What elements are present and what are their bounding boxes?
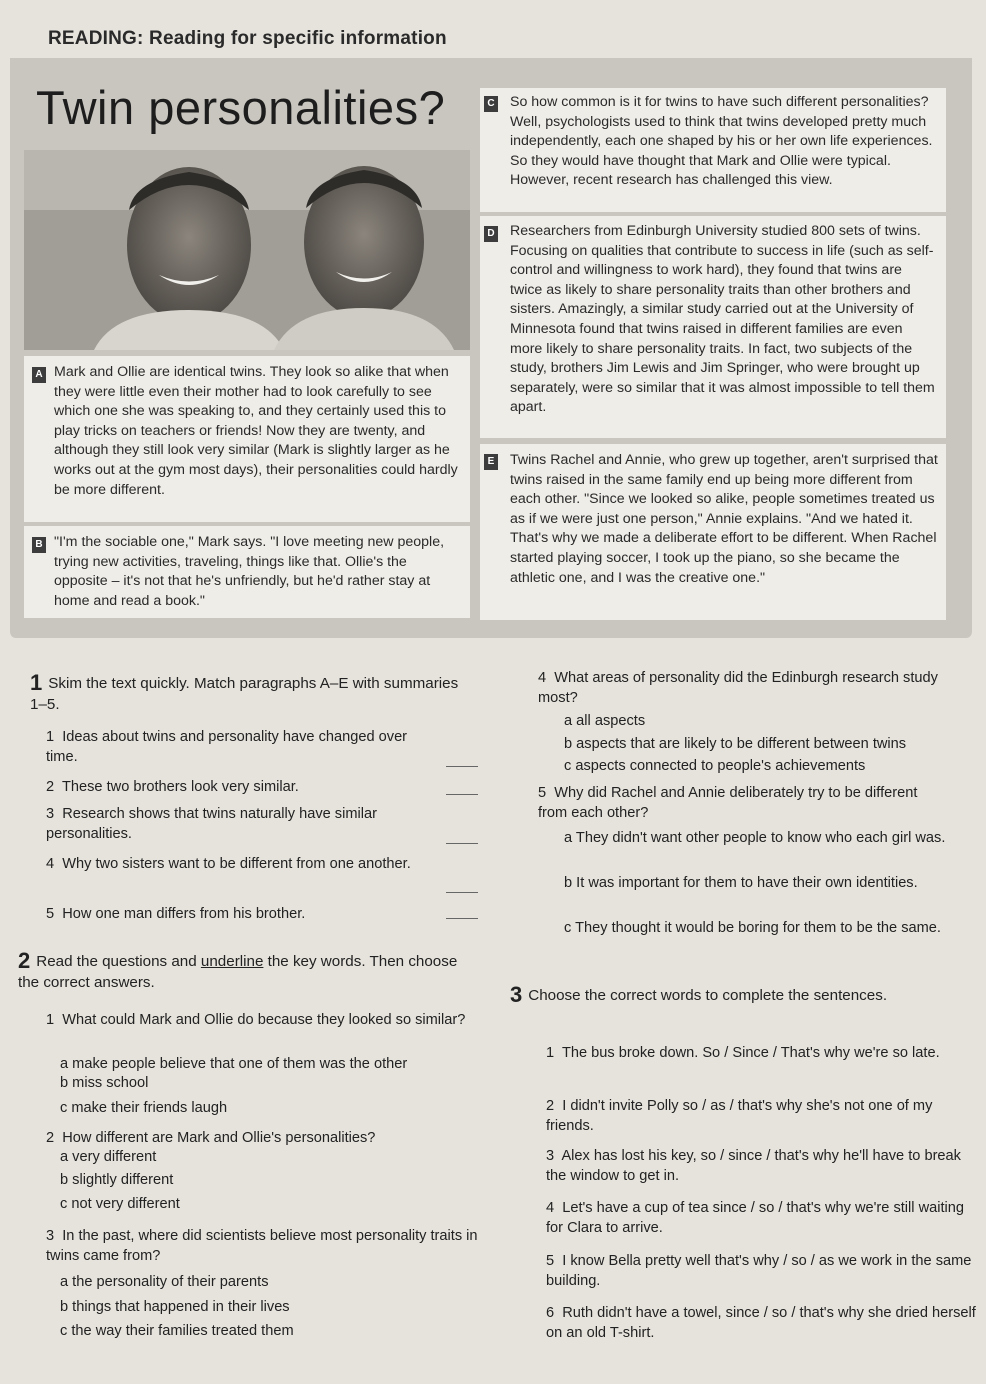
ex3-item-6[interactable]: 6 Ruth didn't have a towel, since / so / that's why she dried herself on an old T-shirt.	[546, 1305, 976, 1341]
paragraph-c-badge: C	[484, 96, 498, 112]
ex2-question-2: 2 How different are Mark and Ollie's personalities?	[46, 1130, 376, 1146]
ex2-q3-option-c[interactable]: c the way their families treated them	[60, 1323, 294, 1339]
ex1-blank-3[interactable]	[446, 843, 478, 844]
paragraph-e-text: Twins Rachel and Annie, who grew up together, aren't surprised that twins raised in the same family end up being more different from each other. "Since we looked so alike, people sometimes treated us as if we were just one person," Annie explains. "And we hated it. That's why we made a deliberate effort to be different. When Rachel started playing soccer, I took up the piano, so she became the athletic one, and I was the creative one."	[510, 452, 938, 586]
ex2-question-1: 1 What could Mark and Ollie do because they looked so similar?	[46, 1012, 466, 1028]
ex2-q1-option-a[interactable]: a make people believe that one of them was the other	[60, 1056, 408, 1072]
twins-photo-illustration	[24, 150, 470, 350]
exercise-1-instruction	[30, 672, 460, 715]
ex1-blank-4[interactable]	[446, 892, 478, 893]
ex2-q3-option-a[interactable]: a the personality of their parents	[60, 1274, 269, 1290]
exercise-3-instruction: 3 Choose the correct words to complete the sentences.	[510, 982, 888, 1007]
ex1-item-1: 1 Ideas about twins and personality have changed over time.	[46, 729, 408, 765]
ex3-item-2[interactable]: 2 I didn't invite Polly so / as / that's why she's not one of my friends.	[546, 1098, 933, 1134]
paragraph-c-text: So how common is it for twins to have such different personalities? Well, psychologists used to think that twins developed pretty much independently, each one shaped by his or her own life experiences. So they would have thought that Mark and Ollie were typical. However, recent research has challenged this view.	[510, 94, 933, 189]
ex3-item-5[interactable]: 5 I know Bella pretty well that's why / so / as we work in the same building.	[546, 1253, 972, 1289]
paragraph-a-text: Mark and Ollie are identical twins. They look so alike that when they were little even their mother had to look carefully to see which one she was speaking to, and they certainly used this to play tricks on teachers or friends! Now they are twenty, and although they still look very similar (Mark is slightly larger as he works out at the gym most days), their personalities could hardly be more different.	[54, 364, 458, 498]
paragraph-e-badge: E	[484, 454, 498, 470]
paragraph-d-text: Researchers from Edinburgh University studied 800 sets of twins. Focusing on qualities that contribute to success in life (such as self-control and willingness to work hard), they found that twins are twice as likely to share personality traits than other brothers and sisters. Amazingly, a similar study carried out at the University of Minnesota found that twins raised in different families are even more likely to share personality traits. In fact, two subjects of the study, brothers Jim Lewis and Jim Springer, who were brought up separately, were so similar that it was almost impossible to tell them apart.	[510, 223, 935, 416]
ex2-question-5: 5 Why did Rachel and Annie deliberately try to be different from each other?	[538, 785, 918, 821]
ex2-q2-option-c[interactable]: c not very different	[60, 1196, 180, 1212]
ex2-question-3: 3 In the past, where did scientists believe most personality traits in twins came from?	[46, 1228, 478, 1264]
ex2-q1-option-c[interactable]: c make their friends laugh	[60, 1100, 228, 1116]
exercise-3-number: 3	[510, 982, 523, 1007]
article-headline: Twin personalities?	[36, 81, 446, 134]
ex1-item-2: 2 These two brothers look very similar.	[46, 779, 299, 795]
paragraph-a-badge: A	[32, 367, 46, 383]
paragraph-b-badge: B	[32, 537, 46, 553]
exercise-2-instruction: 2 Read the questions and underline the key words. Then choose the correct answers.	[18, 948, 458, 991]
ex1-item-3: 3 Research shows that twins naturally have similar personalities.	[46, 806, 377, 842]
ex1-item-4: 4 Why two sisters want to be different from one another.	[46, 856, 411, 872]
section-title: READING: Reading for specific information	[48, 28, 447, 49]
ex1-blank-5[interactable]	[446, 918, 478, 919]
paragraph-d-badge: D	[484, 226, 498, 242]
ex3-item-3[interactable]: 3 Alex has lost his key, so / since / that's why he'll have to break the window to get in.	[546, 1148, 961, 1184]
ex2-q3-option-b[interactable]: b things that happened in their lives	[60, 1299, 290, 1315]
ex2-q4-option-c[interactable]: c aspects connected to people's achievements	[564, 758, 866, 774]
ex1-blank-2[interactable]	[446, 794, 478, 795]
exercise-1-number: 1	[30, 670, 43, 695]
ex3-item-4[interactable]: 4 Let's have a cup of tea since / so / that's why we're still waiting for Clara to arrive.	[546, 1200, 965, 1236]
ex1-blank-1[interactable]	[446, 766, 478, 767]
exercise-1-text: Skim the text quickly. Match paragraphs A–E with summaries 1–5.	[30, 675, 459, 713]
ex1-item-5: 5 How one man differs from his brother.	[46, 906, 306, 922]
ex2-q2-option-b[interactable]: b slightly different	[60, 1172, 174, 1188]
ex2-q5-option-b[interactable]: b It was important for them to have their own identities.	[564, 875, 918, 891]
twins-photo	[24, 150, 470, 350]
ex2-q4-option-b[interactable]: b aspects that are likely to be different between twins	[564, 736, 907, 752]
ex2-q2-option-a[interactable]: a very different	[60, 1149, 157, 1165]
ex2-question-4: 4 What areas of personality did the Edinburgh research study most?	[538, 670, 938, 706]
ex2-q5-option-a[interactable]: a They didn't want other people to know who each girl was.	[564, 830, 946, 846]
ex2-q4-option-a[interactable]: a all aspects	[564, 713, 646, 729]
ex2-q5-option-c[interactable]: c They thought it would be boring for them to be the same.	[564, 920, 941, 936]
ex3-item-1[interactable]: 1 The bus broke down. So / Since / That's why we're so late.	[546, 1045, 940, 1061]
ex2-q1-option-b[interactable]: b miss school	[60, 1075, 149, 1091]
exercise-2-number: 2	[18, 948, 31, 973]
paragraph-b-text: "I'm the sociable one," Mark says. "I love meeting new people, trying new activities, traveling, things like that. Ollie's the opposite – it's not that he's unfriendly, but he'd rather stay at home and read a book."	[54, 534, 445, 609]
